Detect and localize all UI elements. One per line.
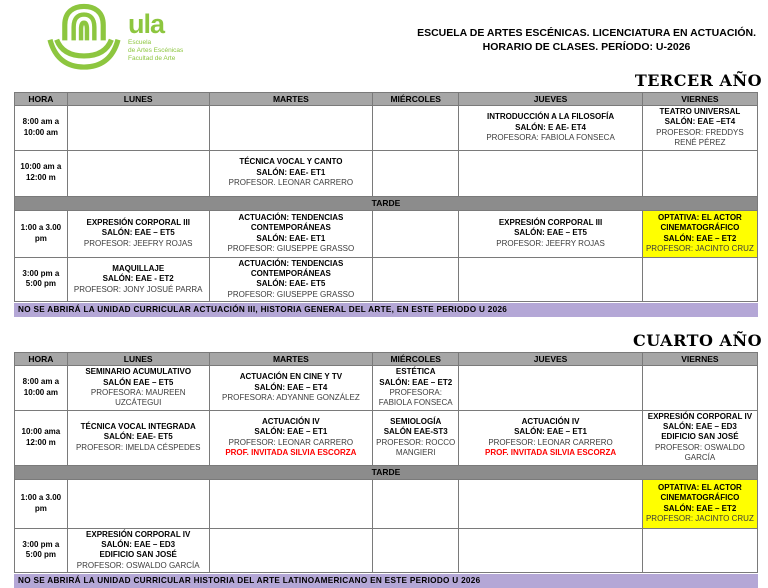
column-header-jueves: JUEVES	[459, 93, 643, 106]
document-title	[417, 27, 756, 54]
schedule-table-cuarto-ano	[14, 352, 758, 573]
column-header-hora: HORA	[15, 353, 68, 366]
empty-cell	[642, 366, 757, 411]
schedule-cell: MAQUILLAJE SALÓN: EAE - ET2 PROFESOR: JONY JOSUÉ PARRA	[67, 257, 209, 302]
column-header-martes: MARTES	[209, 93, 372, 106]
column-header-miercoles: MIÉRCOLES	[373, 353, 459, 366]
title-line1: ESCUELA DE ARTES ESCÉNICAS. LICENCIATURA EN ACTUACIÓN.	[417, 27, 756, 39]
column-header-lunes: LUNES	[67, 93, 209, 106]
schedule-cell: TÉCNICA VOCAL INTEGRADA SALÓN: EAE- ET5 PROFESOR: IMELDA CÉSPEDES	[67, 410, 209, 465]
time-cell: 10:00 am a 12:00 m	[15, 150, 68, 196]
logo-brand: ula	[128, 9, 165, 39]
empty-cell	[373, 479, 459, 528]
empty-cell	[67, 150, 209, 196]
time-cell: 8:00 am a 10:00 am	[15, 366, 68, 411]
title-line2: HORARIO DE CLASES. PERÍODO: U-2026	[482, 40, 691, 53]
schedule-cell: OPTATIVA: EL ACTOR CINEMATOGRÁFICO SALÓN: EAE – ET2 PROFESOR: JACINTO CRUZ	[642, 210, 757, 257]
empty-cell	[209, 479, 372, 528]
column-header-martes: MARTES	[209, 353, 372, 366]
page-header	[0, 0, 768, 72]
schedule-cell: TÉCNICA VOCAL Y CANTO SALÓN: EAE- ET1 PROFESOR. LEONAR CARRERO	[209, 150, 372, 196]
ula-arch-icon	[44, 2, 124, 70]
schedule-cell: ACTUACIÓN: TENDENCIAS CONTEMPORÁNEAS SALÓN: EAE- ET1 PROFESOR: GIUSEPPE GRASSO	[209, 210, 372, 257]
empty-cell	[459, 150, 643, 196]
header-row	[15, 93, 758, 106]
time-cell: 1:00 a 3.00 pm	[15, 479, 68, 528]
schedule-row	[15, 366, 758, 411]
schedule-cell: ACTUACIÓN IV SALÓN: EAE – ET1 PROFESOR: LEONAR CARRERO PROF. INVITADA SILVIA ESCORZA	[209, 410, 372, 465]
schedule-cell: ACTUACIÓN: TENDENCIAS CONTEMPORÁNEAS SALÓN: EAE- ET5 PROFESOR: GIUSEPPE GRASSO	[209, 257, 372, 302]
empty-cell	[373, 150, 459, 196]
note-tercer-ano: NO SE ABRIRÁ LA UNIDAD CURRICULAR ACTUACIÓN III, HISTORIA GENERAL DEL ARTE, EN ESTE PERIODO U 2026	[14, 303, 758, 317]
empty-cell	[459, 366, 643, 411]
schedule-cell: SEMINARIO ACUMULATIVO SALÓN EAE – ET5 PROFESORA: MAUREEN UZCÁTEGUI	[67, 366, 209, 411]
column-header-viernes: VIERNES	[642, 353, 757, 366]
empty-cell	[642, 528, 757, 573]
column-header-jueves: JUEVES	[459, 353, 643, 366]
schedule-cell: EXPRESIÓN CORPORAL IV SALÓN: EAE – ED3 EDIFICIO SAN JOSÉ PROFESOR: OSWALDO GARCÍA	[67, 528, 209, 573]
empty-cell	[642, 150, 757, 196]
logo-sub-line1: Escuela	[128, 39, 152, 46]
empty-cell	[373, 528, 459, 573]
empty-cell	[459, 479, 643, 528]
logo-text	[128, 9, 184, 63]
empty-cell	[642, 257, 757, 302]
time-cell: 1:00 a 3.00 pm	[15, 210, 68, 257]
empty-cell	[373, 106, 459, 151]
logo-sub-line3: Facultad de Arte	[128, 55, 176, 62]
schedule-row	[15, 410, 758, 465]
schedule-cell: INTRODUCCIÓN A LA FILOSOFÍA SALÓN: E AE- ET4 PROFESORA: FABIOLA FONSECA	[459, 106, 643, 151]
schedule-table-tercer-ano	[14, 92, 758, 302]
schedule-cell: TEATRO UNIVERSAL SALÓN: EAE –ET4 PROFESOR: FREDDYS RENÉ PÉREZ	[642, 106, 757, 151]
empty-cell	[373, 257, 459, 302]
column-header-hora: HORA	[15, 93, 68, 106]
schedule-cell: ACTUACIÓN IV SALÓN: EAE – ET1 PROFESOR: LEONAR CARRERO PROF. INVITADA SILVIA ESCORZA	[459, 410, 643, 465]
empty-cell	[67, 106, 209, 151]
header-row	[15, 353, 758, 366]
column-header-miercoles: MIÉRCOLES	[373, 93, 459, 106]
ula-logo	[44, 2, 183, 70]
note-cuarto-ano: NO SE ABRIRÁ LA UNIDAD CURRICULAR HISTORIA DEL ARTE LATINOAMERICANO EN ESTE PERIODO U 2026	[14, 574, 758, 588]
tarde-banner: TARDE	[15, 465, 758, 479]
schedule-cell: ESTÉTICA SALÓN: EAE – ET2 PROFESORA: FABIOLA FONSECA	[373, 366, 459, 411]
logo-sub-line2: de Artes Escénicas	[128, 47, 184, 54]
schedule-row	[15, 257, 758, 302]
schedule-row	[15, 528, 758, 573]
schedule-cell: EXPRESIÓN CORPORAL IV SALÓN: EAE – ED3 EDIFICIO SAN JOSÉ PROFESOR: OSWALDO GARCÍA	[642, 410, 757, 465]
empty-cell	[373, 210, 459, 257]
schedule-cell: OPTATIVA: EL ACTOR CINEMATOGRÁFICO SALÓN: EAE – ET2 PROFESOR: JACINTO CRUZ	[642, 479, 757, 528]
schedule-row	[15, 150, 758, 196]
time-cell: 8:00 am a 10:00 am	[15, 106, 68, 151]
column-header-viernes: VIERNES	[642, 93, 757, 106]
empty-cell	[459, 528, 643, 573]
empty-cell	[459, 257, 643, 302]
tarde-banner: TARDE	[15, 196, 758, 210]
year-title-tercer-ano: TERCER AÑO	[634, 71, 762, 90]
tarde-banner-row	[15, 465, 758, 479]
schedule-cell: EXPRESIÓN CORPORAL III SALÓN: EAE – ET5 PROFESOR: JEEFRY ROJAS	[67, 210, 209, 257]
schedule-row	[15, 106, 758, 151]
column-header-lunes: LUNES	[67, 353, 209, 366]
empty-cell	[209, 528, 372, 573]
schedule-cell: EXPRESIÓN CORPORAL III SALÓN: EAE – ET5 PROFESOR: JEEFRY ROJAS	[459, 210, 643, 257]
year-title-cuarto-ano: CUARTO AÑO	[632, 331, 762, 351]
time-cell: 3:00 pm a 5:00 pm	[15, 257, 68, 302]
time-cell: 3:00 pm a 5:00 pm	[15, 528, 68, 573]
empty-cell	[67, 479, 209, 528]
empty-cell	[209, 106, 372, 151]
logo-subtitle	[128, 39, 183, 63]
schedule-cell: ACTUACIÓN EN CINE Y TV SALÓN: EAE – ET4 PROFESORA: ADYANNE GONZÁLEZ	[209, 366, 372, 411]
schedule-row	[15, 479, 758, 528]
schedule-row	[15, 210, 758, 257]
schedule-cell: SEMIOLOGÍA SALÓN EAE-ST3 PROFESOR: ROCCO MANGIERI	[373, 410, 459, 465]
tarde-banner-row	[15, 196, 758, 210]
time-cell: 10:00 ama 12:00 m	[15, 410, 68, 465]
